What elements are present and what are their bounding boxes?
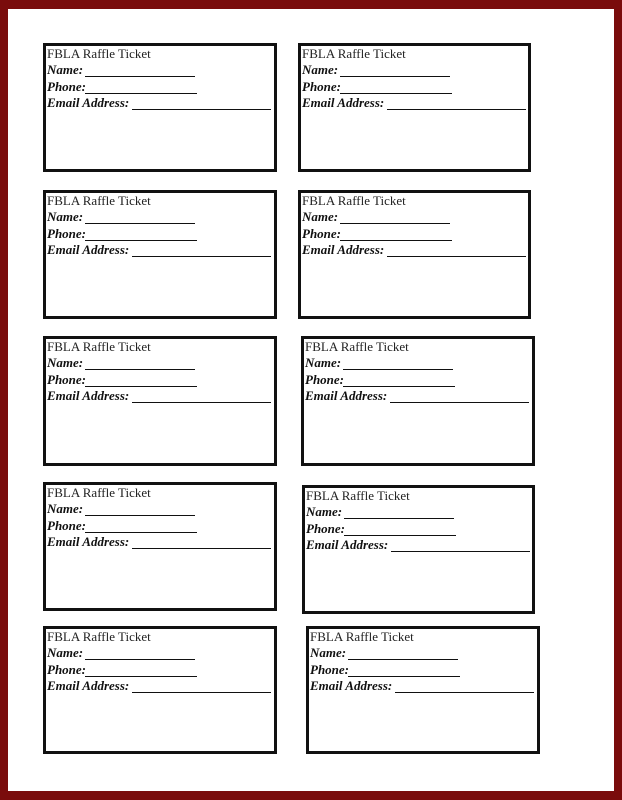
name-label: Name:	[47, 501, 84, 516]
email-label: Email Address:	[47, 388, 130, 403]
ticket-title: FBLA Raffle Ticket	[47, 46, 151, 61]
raffle-ticket	[43, 336, 277, 466]
email-label: Email Address:	[306, 537, 389, 552]
ticket-title: FBLA Raffle Ticket	[310, 629, 414, 644]
email-line	[132, 402, 271, 403]
phone-label: Phone:	[47, 662, 86, 677]
phone-line	[85, 93, 197, 94]
name-line	[85, 659, 195, 660]
name-line	[343, 369, 453, 370]
name-line	[85, 223, 195, 224]
name-line	[348, 659, 458, 660]
phone-label: Phone:	[47, 79, 86, 94]
ticket-title: FBLA Raffle Ticket	[47, 629, 151, 644]
phone-line	[348, 676, 460, 677]
email-line	[132, 109, 271, 110]
raffle-ticket-sheet	[8, 9, 614, 791]
phone-line	[85, 386, 197, 387]
phone-label: Phone:	[47, 518, 86, 533]
name-label: Name:	[47, 209, 84, 224]
email-line	[395, 692, 534, 693]
name-label: Name:	[302, 62, 339, 77]
name-label: Name:	[306, 504, 343, 519]
email-line	[132, 548, 271, 549]
phone-label: Phone:	[47, 372, 86, 387]
raffle-ticket	[43, 43, 277, 172]
phone-line	[343, 386, 455, 387]
phone-label: Phone:	[47, 226, 86, 241]
raffle-ticket	[302, 485, 535, 614]
email-line	[387, 109, 526, 110]
ticket-title: FBLA Raffle Ticket	[47, 485, 151, 500]
email-label: Email Address:	[302, 242, 385, 257]
phone-label: Phone:	[302, 226, 341, 241]
raffle-ticket	[298, 43, 531, 172]
name-label: Name:	[302, 209, 339, 224]
email-line	[390, 402, 529, 403]
raffle-ticket	[43, 482, 277, 611]
raffle-ticket	[298, 190, 531, 319]
email-line	[132, 256, 271, 257]
phone-label: Phone:	[302, 79, 341, 94]
ticket-title: FBLA Raffle Ticket	[302, 46, 406, 61]
name-label: Name:	[47, 355, 84, 370]
email-label: Email Address:	[47, 242, 130, 257]
email-label: Email Address:	[310, 678, 393, 693]
email-label: Email Address:	[302, 95, 385, 110]
name-label: Name:	[47, 645, 84, 660]
phone-line	[340, 240, 452, 241]
ticket-title: FBLA Raffle Ticket	[306, 488, 410, 503]
phone-line	[85, 240, 197, 241]
phone-line	[344, 535, 456, 536]
email-label: Email Address:	[47, 678, 130, 693]
name-label: Name:	[47, 62, 84, 77]
raffle-ticket	[301, 336, 535, 466]
name-line	[344, 518, 454, 519]
email-line	[391, 551, 530, 552]
raffle-ticket	[306, 626, 540, 754]
email-label: Email Address:	[305, 388, 388, 403]
phone-line	[85, 676, 197, 677]
name-line	[85, 369, 195, 370]
phone-line	[340, 93, 452, 94]
name-line	[340, 223, 450, 224]
name-line	[85, 515, 195, 516]
raffle-ticket	[43, 190, 277, 319]
email-label: Email Address:	[47, 95, 130, 110]
phone-label: Phone:	[305, 372, 344, 387]
name-label: Name:	[305, 355, 342, 370]
ticket-title: FBLA Raffle Ticket	[47, 339, 151, 354]
ticket-title: FBLA Raffle Ticket	[305, 339, 409, 354]
ticket-title: FBLA Raffle Ticket	[302, 193, 406, 208]
phone-label: Phone:	[310, 662, 349, 677]
raffle-ticket	[43, 626, 277, 754]
name-line	[340, 76, 450, 77]
ticket-title: FBLA Raffle Ticket	[47, 193, 151, 208]
phone-label: Phone:	[306, 521, 345, 536]
phone-line	[85, 532, 197, 533]
email-label: Email Address:	[47, 534, 130, 549]
name-label: Name:	[310, 645, 347, 660]
name-line	[85, 76, 195, 77]
email-line	[387, 256, 526, 257]
email-line	[132, 692, 271, 693]
